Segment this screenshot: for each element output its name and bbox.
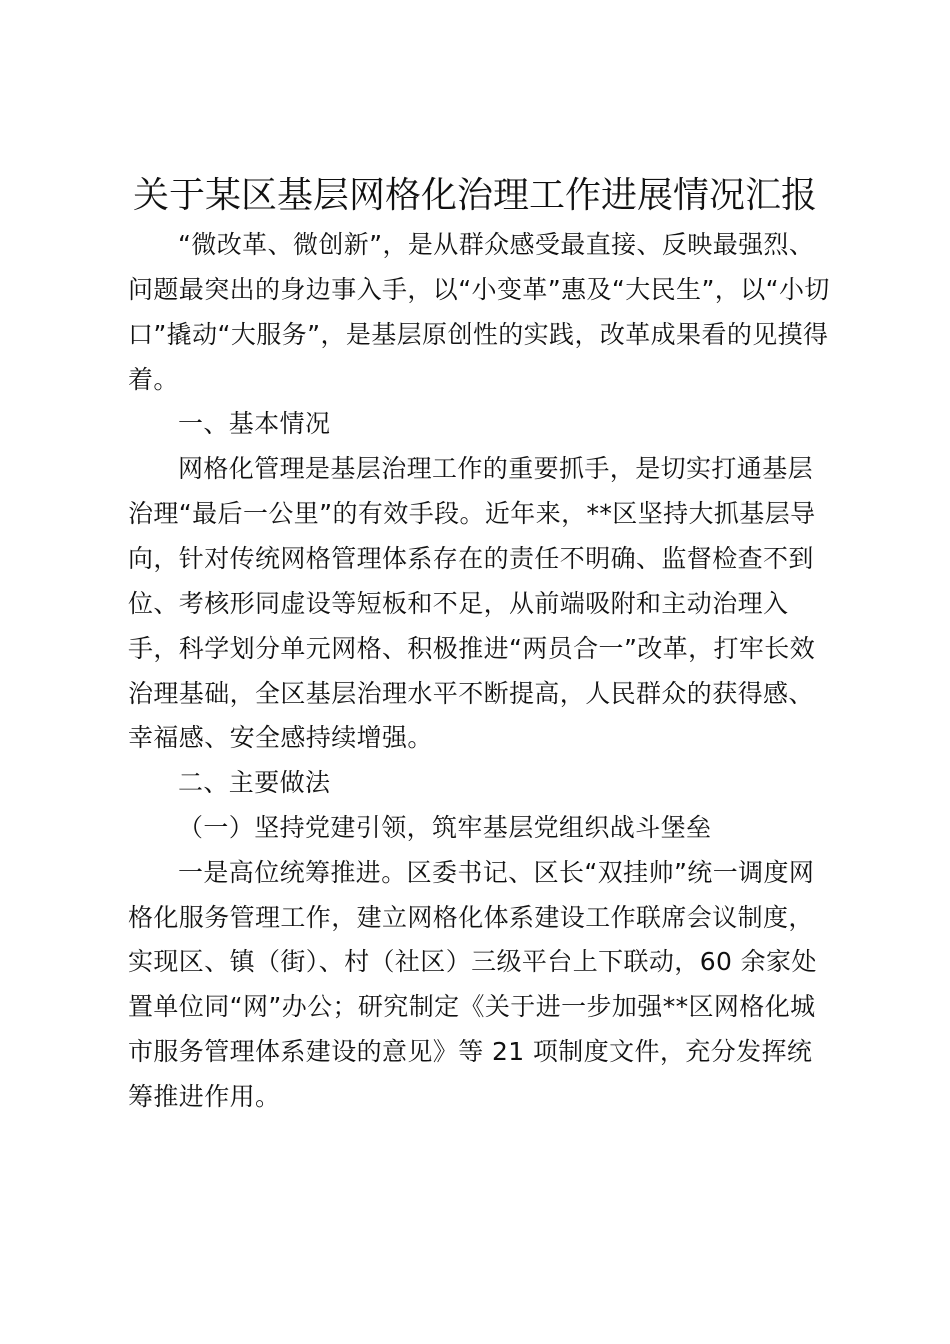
document-title: 关于某区基层网格化治理工作进展情况汇报	[132, 175, 817, 216]
paragraph-line: 问题最突出的身边事入手，以“小变革”惠及“大民生”，以“小切	[128, 275, 830, 304]
paragraph-line: 一是高位统筹推进。区委书记、区长“双挂帅”统一调度网	[178, 858, 815, 887]
paragraph-line: 实现区、镇（街）、村（社区）三级平台上下联动，60 余家处	[128, 947, 817, 976]
paragraph-line: 幸福感、安全感持续增强。	[128, 723, 433, 752]
paragraph-line: 治理“最后一公里”的有效手段。近年来，**区坚持大抓基层导	[128, 499, 816, 528]
paragraph-line: 着。	[128, 365, 179, 394]
paragraph-line: 置单位同“网”办公；研究制定《关于进一步加强**区网格化城	[128, 992, 816, 1021]
paragraph-line: 网格化管理是基层治理工作的重要抓手，是切实打通基层	[178, 454, 814, 483]
paragraph-line: 格化服务管理工作，建立网格化体系建设工作联席会议制度，	[128, 903, 814, 932]
subsection-heading: （一）坚持党建引领，筑牢基层党组织战斗堡垒	[178, 813, 712, 842]
section-heading: 二、主要做法	[178, 768, 331, 797]
paragraph-line: “微改革、微创新”，是从群众感受最直接、反映最强烈、	[178, 230, 815, 259]
paragraph-line: 市服务管理体系建设的意见》等 21 项制度文件，充分发挥统	[128, 1037, 813, 1066]
paragraph-line: 口”撬动“大服务”，是基层原创性的实践，改革成果看的见摸得	[128, 320, 829, 349]
section-heading: 一、基本情况	[178, 409, 331, 438]
paragraph-line: 筹推进作用。	[128, 1082, 281, 1111]
paragraph-line: 治理基础，全区基层治理水平不断提高，人民群众的获得感、	[128, 679, 814, 708]
paragraph-line: 位、考核形同虚设等短板和不足，从前端吸附和主动治理入	[128, 589, 789, 618]
paragraph-line: 手，科学划分单元网格、积极推进“两员合一”改革，打牢长效	[128, 634, 816, 663]
paragraph-line: 向，针对传统网格管理体系存在的责任不明确、监督检查不到	[128, 544, 814, 573]
